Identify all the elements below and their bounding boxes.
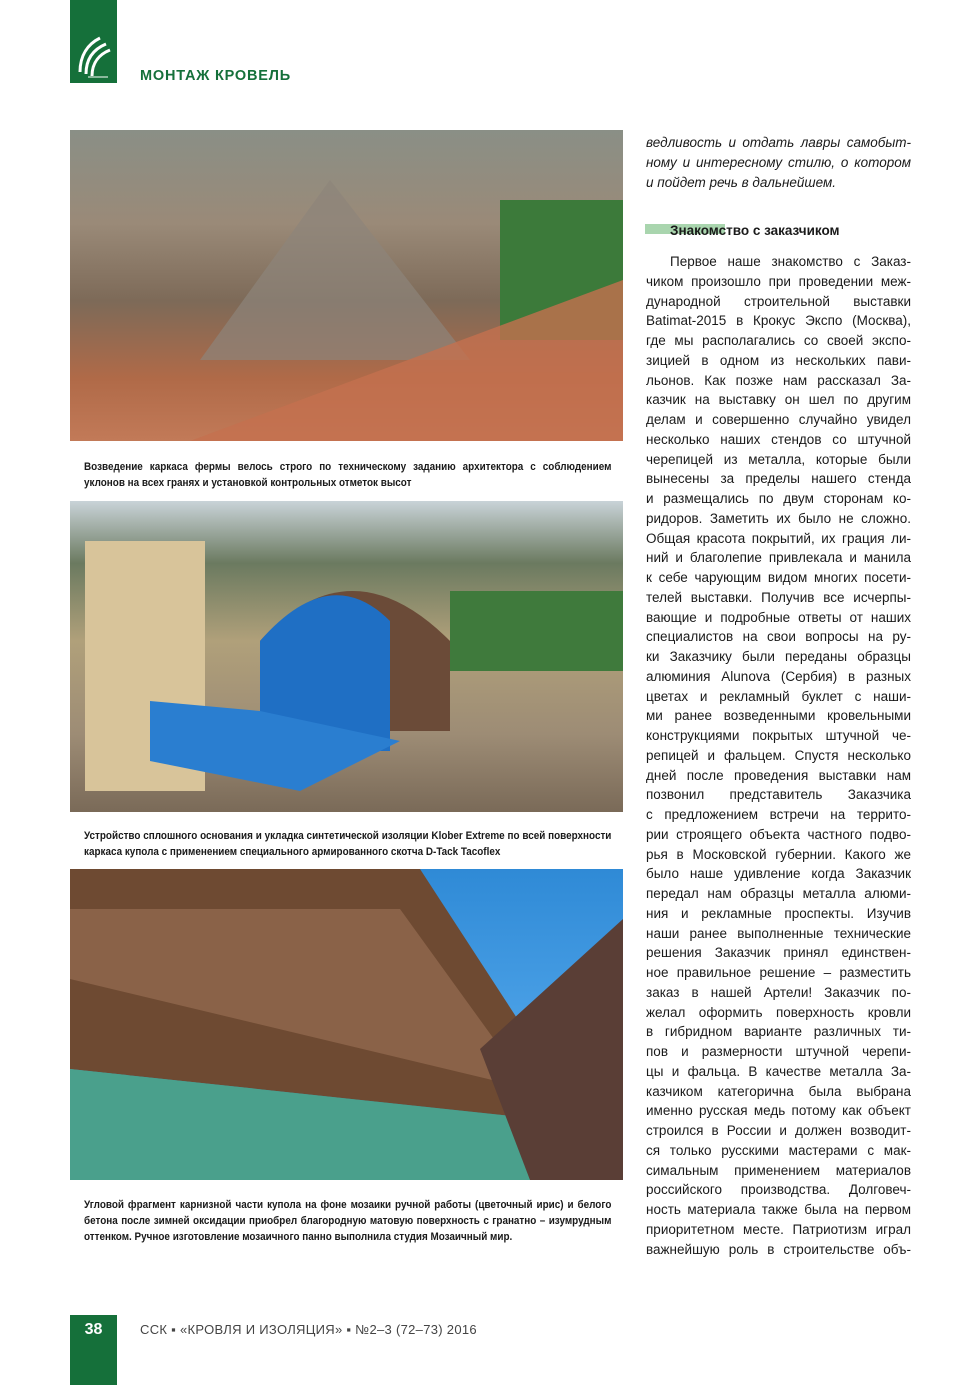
text-line: именно русская медь потому как объект xyxy=(646,1103,911,1119)
text-line: ми ранее возведенными кровельными xyxy=(646,708,911,724)
page-number: 38 xyxy=(70,1315,117,1385)
text-line: ведливость и отдать лавры самобыт- xyxy=(646,135,911,150)
section-heading: Знакомство с заказчиком xyxy=(670,223,840,238)
text-line: специалистов на свои вопросы на ру- xyxy=(646,629,911,645)
text-line: в гибридном варианте различных ти- xyxy=(646,1024,911,1040)
photo-caption: Возведение каркаса фермы велось строго по техническому заданию архитектора с соблюдением уклонов на всех гранях и установкой контрольных отметок высот xyxy=(84,461,612,489)
text-line: телей выставки. Получив все исчерпы- xyxy=(646,589,911,605)
text-line: ния и рекламные проспекты. Изучив xyxy=(646,905,911,921)
text-line: Batimat-2015 в Крокус Экспо (Москва), xyxy=(646,313,911,329)
text-line: льонов. Как позже нам рассказал За- xyxy=(646,372,911,388)
photo-dome-insulation xyxy=(70,501,623,812)
text-line: цы и фальца. В качестве металла За- xyxy=(646,1063,911,1079)
text-line: Общая красота покрытий, их грация ли- xyxy=(646,530,911,546)
text-line: позвонил представитель Заказчика xyxy=(646,787,911,803)
text-line: дней после проведения выставки нам xyxy=(646,767,911,783)
logo-icon xyxy=(70,0,117,83)
text-line: казчиком категорична была выбрана xyxy=(646,1083,911,1099)
text-line: дународной строительной выставки xyxy=(646,293,911,309)
text-line: и пойдет речь в дальнейшем. xyxy=(646,174,836,190)
publisher-logo xyxy=(70,0,117,83)
text-line: строился в России и должен возводит- xyxy=(646,1123,911,1138)
text-line: зицией в одном из нескольких пави- xyxy=(646,352,911,368)
text-line: ся только русскими мастерами с мак- xyxy=(646,1142,911,1158)
text-line: ки Заказчику были переданы образцы xyxy=(646,649,911,664)
text-line: конструкциями покрытых штучной че- xyxy=(646,728,911,743)
text-line: Первое наше знакомство с Заказ- xyxy=(670,254,911,269)
text-line: российского производства. Долговеч- xyxy=(646,1182,911,1198)
text-line: вынесены за пределы нашего стенда xyxy=(646,471,911,487)
text-line: важнейшую роль в строительстве объ- xyxy=(646,1241,911,1257)
photo-caption: Угловой фрагмент карнизной части купола на фоне мозаики ручной работы (цветочный ирис) и белого бетона после зимней оксидации приобрел благородную матовую поверхность с гранатно – изумрудным оттенком. Ручное изготовление мозаичного панно выполнила студия Мозаичный мир. xyxy=(84,1199,612,1243)
text-line: ридоров. Заметить их было не сложно. xyxy=(646,510,911,526)
photo-dome-frame xyxy=(70,130,623,441)
text-line: рии строящего объекта частного подво- xyxy=(646,826,911,842)
photo-cornice-mosaic xyxy=(70,869,623,1180)
text-line: ность материала также была на первом xyxy=(646,1202,911,1217)
text-line: вающие и подробные ответы от наших xyxy=(646,609,911,625)
text-line: репицей и фальцем. Спустя несколько xyxy=(646,747,911,763)
text-line: делам и совершенно случайно увидел xyxy=(646,412,911,427)
text-line: заказ в нашей Артели! Заказчик по- xyxy=(646,984,911,1000)
section-title: МОНТАЖ КРОВЕЛЬ xyxy=(140,68,291,84)
text-line: симальным применением материалов xyxy=(646,1162,911,1178)
lead-text xyxy=(646,133,911,192)
text-line: ний и благолепие привлекала и манила xyxy=(646,550,911,566)
text-line: где мы располагались со своей экспо- xyxy=(646,333,911,348)
photo-caption: Устройство сплошного основания и укладка синтетической изоляции Klober Extreme по всей поверхности каркаса купола с применением специального армированного скотча D-Tack Tacoflex xyxy=(84,830,612,858)
text-line: цветах и рекламный буклет с наши- xyxy=(646,688,911,704)
text-line: чиком произошло при проведении меж- xyxy=(646,273,911,289)
footer-publication: ССК ▪ «КРОВЛЯ И ИЗОЛЯЦИЯ» ▪ №2–3 (72–73) 2016 xyxy=(140,1322,477,1337)
text-line: приоритетном месте. Патриотизм играл xyxy=(646,1221,911,1237)
text-line: передал нам образцы металла алюми- xyxy=(646,886,911,901)
text-line: желал оформить поверхность кровли xyxy=(646,1004,911,1020)
text-line: ному и интересному стилю, о котором xyxy=(646,154,911,170)
text-line: несколько наших стендов со штучной xyxy=(646,431,911,447)
text-line: ное правильное решение – разместить xyxy=(646,965,911,980)
text-line: казчик на выставку он шел по другим xyxy=(646,392,911,408)
text-line: алюминия Alunova (Сербия) в разных xyxy=(646,668,911,684)
text-line: с предложением встречи на террито- xyxy=(646,807,911,822)
text-line: наши ранее выполненные технические xyxy=(646,925,911,941)
text-line: черепицей из металла, которые были xyxy=(646,451,911,467)
text-line: было наше удивление когда Заказчик xyxy=(646,866,911,882)
article-body xyxy=(646,252,911,1259)
text-line: решения Заказчик принял единствен- xyxy=(646,945,911,961)
text-line: к себе чарующим видом многих посети- xyxy=(646,570,911,585)
text-line: и размещались по двум сторонам ко- xyxy=(646,491,911,506)
text-line: пов и размерности штучной черепи- xyxy=(646,1044,911,1059)
text-line: рья в Московской губернии. Какого же xyxy=(646,846,911,862)
